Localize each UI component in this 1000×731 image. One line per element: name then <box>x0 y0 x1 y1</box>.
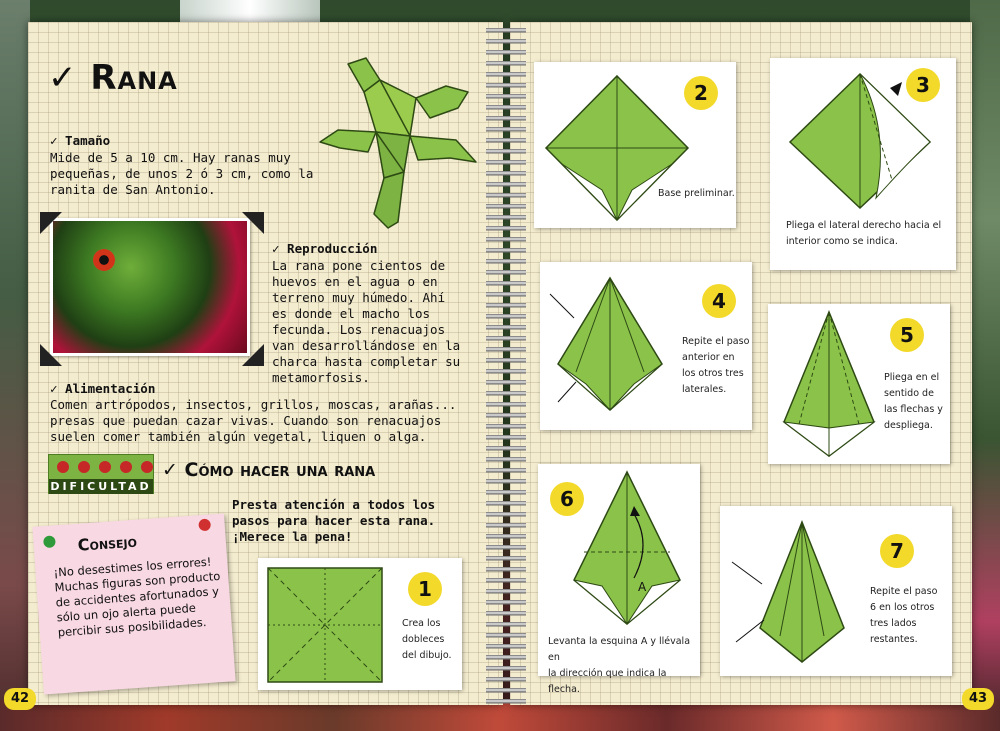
step-caption <box>658 186 735 202</box>
food-line: Comen artrópodos, insectos, grillos, moscas, arañas... <box>50 397 457 412</box>
reproduction-line: La rana pone cientos de <box>272 258 446 273</box>
corner-marker-label: A <box>638 580 647 594</box>
difficulty-dot <box>141 461 153 473</box>
page-number-right: 43 <box>962 688 994 710</box>
reproduction-line: van desarrollándose en la <box>272 338 461 353</box>
step-card-2 <box>534 62 736 228</box>
difficulty-label: DIFICULTAD <box>50 480 152 493</box>
step-card-3 <box>770 58 956 270</box>
food-text <box>50 397 456 445</box>
page-title: ✓ Rana <box>48 58 178 98</box>
size-line: ranita de San Antonio. <box>50 182 216 197</box>
caption-line: despliega. <box>884 420 933 431</box>
size-text <box>50 150 313 198</box>
step-number: 6 <box>550 482 584 516</box>
step-number: 3 <box>906 68 940 102</box>
step-caption <box>548 634 700 698</box>
caption-line: restantes. <box>870 634 918 645</box>
step-number: 1 <box>408 572 442 606</box>
background-left <box>0 0 30 731</box>
caption-line: Repite el paso <box>870 586 938 597</box>
fold-unfold-diagram-icon <box>774 308 884 460</box>
step-number: 7 <box>880 534 914 568</box>
intro-line: Presta atención a todos los <box>232 497 436 512</box>
reproduction-line: metamorfosis. <box>272 370 370 385</box>
caption-line: la dirección que indica la flecha. <box>548 668 667 695</box>
howto-title: ✓ Cómo hacer una rana <box>162 459 376 481</box>
intro-line: pasos para hacer esta rana. <box>232 513 436 528</box>
reproduction-line: es donde el macho los <box>272 306 431 321</box>
caption-line: dobleces <box>402 634 445 645</box>
food-heading: ✓ Alimentación <box>50 381 156 396</box>
caption-line: las flechas y <box>884 404 943 415</box>
step-number: 5 <box>890 318 924 352</box>
caption-line: Crea los <box>402 618 441 629</box>
step-number: 4 <box>702 284 736 318</box>
step-card-7 <box>720 506 952 676</box>
difficulty-dot <box>120 461 132 473</box>
reproduction-line: charca hasta completar su <box>272 354 461 369</box>
caption-line: laterales. <box>682 384 727 395</box>
pin-icon <box>198 518 211 531</box>
size-line: Mide de 5 a 10 cm. Hay ranas muy <box>50 150 291 165</box>
caption-line: Levanta la esquina A y llévala en <box>548 636 691 663</box>
origami-frog-icon <box>318 52 478 232</box>
difficulty-badge <box>48 454 154 494</box>
step-card-4 <box>540 262 752 430</box>
intro-line: ¡Merece la pena! <box>232 529 353 544</box>
step-card-1 <box>258 558 462 690</box>
photo-corner-icon <box>40 212 264 366</box>
size-heading: ✓ Tamaño <box>50 133 111 148</box>
reproduction-line: huevos en el agua o en <box>272 274 438 289</box>
tip-note <box>32 514 235 695</box>
caption-line: Pliega en el <box>884 372 940 383</box>
tip-title: Consejo <box>77 531 138 555</box>
difficulty-dot <box>57 461 69 473</box>
size-line: pequeñas, de unos 2 ó 3 cm, como la <box>50 166 314 181</box>
caption-line: Repite el paso <box>682 336 750 347</box>
reproduction-heading: ✓ Reproducción <box>272 241 378 256</box>
difficulty-dot <box>99 461 111 473</box>
difficulty-dot <box>78 461 90 473</box>
square-crease-diagram-icon <box>266 566 384 684</box>
caption-line: interior como se indica. <box>786 236 898 247</box>
caption-line: sentido de <box>884 388 934 399</box>
reproduction-line: terreno muy húmedo. Ahí <box>272 290 446 305</box>
intro-text <box>232 497 435 545</box>
step-caption <box>682 334 749 398</box>
caption-line: Pliega el lateral derecho hacia el <box>786 220 942 231</box>
caption-line: Base preliminar. <box>658 188 735 199</box>
step-caption <box>870 584 937 648</box>
background-right <box>970 0 1000 731</box>
step-caption <box>402 616 452 664</box>
reproduction-line: fecunda. Los renacuajos <box>272 322 446 337</box>
page-number-left: 42 <box>4 688 36 710</box>
caption-line: los otros tres <box>682 368 744 379</box>
caption-line: 6 en los otros <box>870 602 935 613</box>
step-number: 2 <box>684 76 718 110</box>
reproduction-text <box>272 258 460 386</box>
step-card-6 <box>538 464 700 695</box>
tip-text: ¡No desestimes los errores! Muchas figuras son producto de accidentes afortunados y sólo un ojo alerta puede percibir sus posibilidades. <box>53 554 221 640</box>
spiral-binding <box>486 22 526 705</box>
caption-line: anterior en <box>682 352 735 363</box>
caption-line: tres lados <box>870 618 917 629</box>
food-line: suelen comer también algún vegetal, liquen o alga. <box>50 429 427 444</box>
step-caption <box>884 370 943 434</box>
step-card-5 <box>768 304 950 464</box>
difficulty-dots <box>57 461 153 473</box>
repeat-fold-diagram-icon <box>546 272 676 422</box>
pin-icon <box>43 535 56 548</box>
step-caption <box>786 218 941 250</box>
caption-line: del dibujo. <box>402 650 452 661</box>
food-line: presas que puedan cazar vivas. Cuando son renacuajos <box>50 413 442 428</box>
repeat-sides-diagram-icon <box>728 516 868 666</box>
